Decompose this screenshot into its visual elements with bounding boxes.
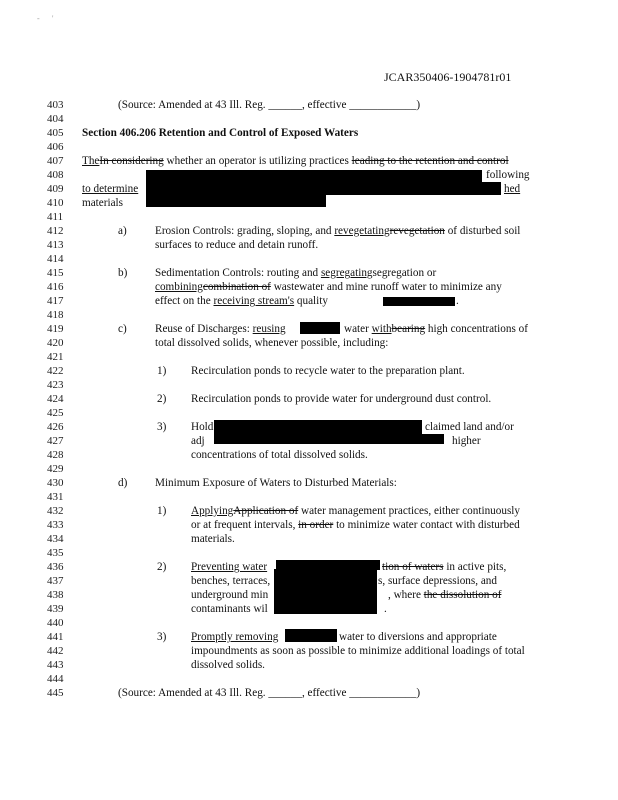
- line-number: 411: [47, 211, 64, 223]
- inserted-text: with: [371, 323, 392, 335]
- inserted-text: receiving stream's: [213, 295, 295, 307]
- redaction-box: [146, 182, 501, 195]
- body-text: of disturbed soil: [444, 225, 521, 237]
- item-d1-line-2: [191, 518, 520, 532]
- item-d2-line-2: benches, terraces,: [191, 575, 271, 587]
- line-number: 416: [47, 281, 64, 293]
- item-c2-label: 2): [157, 393, 167, 405]
- line-number: 430: [47, 477, 64, 489]
- line-number: 422: [47, 365, 64, 377]
- redaction-box: [214, 420, 422, 434]
- inserted-text: revegetating: [334, 225, 390, 237]
- line-number: 403: [47, 99, 64, 111]
- item-d1-label: 1): [157, 505, 167, 517]
- line-number: 436: [47, 561, 64, 573]
- intro-line-2: following: [486, 169, 530, 181]
- struck-text: in order: [298, 519, 334, 531]
- item-d2-line-1-tail: [382, 560, 506, 574]
- item-d3-line-2: impoundments as soon as possible to minimize additional loadings of total: [191, 645, 525, 657]
- line-number: 444: [47, 673, 64, 685]
- intro-line-3-tail: hed: [504, 183, 521, 195]
- item-b-line-2: [155, 280, 502, 294]
- item-c-line-1-b: [344, 322, 528, 336]
- item-d2-line-1: Preventing water: [191, 561, 268, 573]
- inserted-text: segregating: [320, 267, 373, 279]
- line-number: 442: [47, 645, 64, 657]
- redaction-box: [285, 629, 337, 642]
- redaction-box: [300, 322, 340, 334]
- item-a-line-2: surfaces to reduce and detain runoff.: [155, 239, 319, 251]
- scan-mark: ': [52, 14, 54, 23]
- line-number: 427: [47, 435, 64, 447]
- line-number: 445: [47, 687, 64, 699]
- body-text: in active pits,: [443, 561, 507, 573]
- intro-line-4: materials: [82, 197, 124, 209]
- body-text: Erosion Controls: grading, sloping, and: [155, 225, 335, 237]
- struck-text: combination of: [202, 281, 271, 293]
- redaction-box: [383, 297, 455, 306]
- item-d2-label: 2): [157, 561, 167, 573]
- redaction-box: [274, 569, 377, 614]
- struck-text: bearing: [391, 323, 426, 335]
- line-number: 443: [47, 659, 64, 671]
- line-number: 431: [47, 491, 64, 503]
- body-text: water management practices, either continuously: [298, 505, 521, 517]
- item-b-line-1: [155, 266, 436, 280]
- item-d3-line-1: Promptly removing: [191, 631, 279, 643]
- item-d1-line-1: [191, 504, 520, 518]
- item-c3-line-1-tail: claimed land and/or: [425, 421, 514, 433]
- body-text: effect on the: [155, 295, 214, 307]
- line-number: 434: [47, 533, 64, 545]
- body-text: or at frequent intervals,: [191, 519, 299, 531]
- redaction-box: [146, 195, 326, 207]
- line-number: 438: [47, 589, 64, 601]
- body-text: quality: [294, 295, 328, 307]
- line-number: 414: [47, 253, 64, 265]
- line-number: 425: [47, 407, 64, 419]
- body-text: to minimize water contact with disturbed: [333, 519, 520, 531]
- inserted-text: Applying: [191, 505, 234, 517]
- line-number: 424: [47, 393, 64, 405]
- body-text: high concentrations of: [425, 323, 528, 335]
- item-c3-line-2: adj: [191, 435, 205, 447]
- body-text: Reuse of Discharges:: [155, 323, 253, 335]
- item-c-line-2: total dissolved solids, whenever possible, including:: [155, 337, 389, 349]
- item-d2-line-4-end: .: [384, 603, 387, 615]
- line-number: 429: [47, 463, 64, 475]
- item-c-line-1: [155, 322, 286, 336]
- line-number: 439: [47, 603, 64, 615]
- item-c-label: c): [118, 323, 127, 335]
- item-c1-text: Recirculation ponds to recycle water to the preparation plant.: [191, 365, 465, 377]
- body-text: , where: [388, 589, 424, 601]
- item-d2-line-3-tail: [388, 588, 501, 602]
- line-number: 407: [47, 155, 64, 167]
- item-b-line-3-end: .: [456, 295, 459, 307]
- item-a-label: a): [118, 225, 127, 237]
- struck-text: the dissolution of: [423, 589, 502, 601]
- inserted-text: reusing: [252, 323, 286, 335]
- item-d2-line-2-tail: s, surface depressions, and: [378, 575, 497, 587]
- scan-mark: -: [37, 14, 40, 23]
- intro-line-3: to determine: [82, 183, 139, 195]
- item-a-line-1: [155, 224, 520, 238]
- line-number: 409: [47, 183, 64, 195]
- item-d-label: d): [118, 477, 128, 489]
- item-d3-line-3: dissolved solids.: [191, 659, 265, 671]
- struck-text: Application of: [233, 505, 299, 517]
- item-c3-line-3: concentrations of total dissolved solids.: [191, 449, 368, 461]
- struck-text: revegetation: [389, 225, 445, 237]
- document-id: JCAR350406-1904781r01: [384, 70, 512, 84]
- item-c1-label: 1): [157, 365, 167, 377]
- line-number: 419: [47, 323, 64, 335]
- line-number: 420: [47, 337, 64, 349]
- item-d1-line-3: materials.: [191, 533, 235, 545]
- redaction-box: [146, 170, 482, 182]
- line-number: 417: [47, 295, 64, 307]
- item-c3-line-1: Hold: [191, 421, 214, 433]
- item-d2-line-4: contaminants wil: [191, 603, 268, 615]
- item-c3-label: 3): [157, 421, 167, 433]
- inserted-text: combining: [155, 281, 203, 293]
- line-number: 410: [47, 197, 64, 209]
- struck-text: leading to the retention and control: [351, 155, 509, 167]
- line-number: 415: [47, 267, 64, 279]
- item-d3-label: 3): [157, 631, 167, 643]
- body-text: water: [344, 323, 372, 335]
- line-number: 418: [47, 309, 64, 321]
- redaction-box: [214, 434, 444, 444]
- item-d2-line-3: underground min: [191, 589, 269, 601]
- line-number: 432: [47, 505, 64, 517]
- line-number: 441: [47, 631, 64, 643]
- line-number: 412: [47, 225, 64, 237]
- source-note-top: (Source: Amended at 43 Ill. Reg. ______, effective ____________): [118, 99, 421, 111]
- struck-text: tion of waters: [382, 561, 444, 573]
- line-number: 405: [47, 127, 64, 139]
- line-number: 437: [47, 575, 64, 587]
- struck-text: In considering: [99, 155, 164, 167]
- item-c3-line-2-tail: higher: [452, 435, 481, 447]
- section-heading: Section 406.206 Retention and Control of Exposed Waters: [82, 127, 359, 139]
- line-number: 413: [47, 239, 64, 251]
- line-number: 433: [47, 519, 64, 531]
- line-number: 404: [47, 113, 64, 125]
- item-d-title: Minimum Exposure of Waters to Disturbed Materials:: [155, 477, 397, 489]
- body-text: wastewater and mine runoff water to minimize any: [270, 281, 502, 293]
- item-d3-line-1-tail: water to diversions and appropriate: [339, 631, 497, 643]
- line-number: 440: [47, 617, 64, 629]
- inserted-text: The: [82, 155, 100, 167]
- line-number: 421: [47, 351, 64, 363]
- line-number: 428: [47, 449, 64, 461]
- body-text: whether an operator is utilizing practices: [163, 155, 352, 167]
- item-c2-text: Recirculation ponds to provide water for underground dust control.: [191, 393, 492, 405]
- line-number: 435: [47, 547, 64, 559]
- body-text: segregation or: [372, 267, 437, 279]
- intro-line-1: [82, 154, 509, 168]
- item-b-line-3: [155, 294, 328, 308]
- line-number: 423: [47, 379, 64, 391]
- body-text: Sedimentation Controls: routing and: [155, 267, 321, 279]
- line-number: 408: [47, 169, 64, 181]
- item-b-label: b): [118, 267, 128, 279]
- line-number: 406: [47, 141, 64, 153]
- source-note-bottom: (Source: Amended at 43 Ill. Reg. ______, effective ____________): [118, 687, 421, 699]
- line-number: 426: [47, 421, 64, 433]
